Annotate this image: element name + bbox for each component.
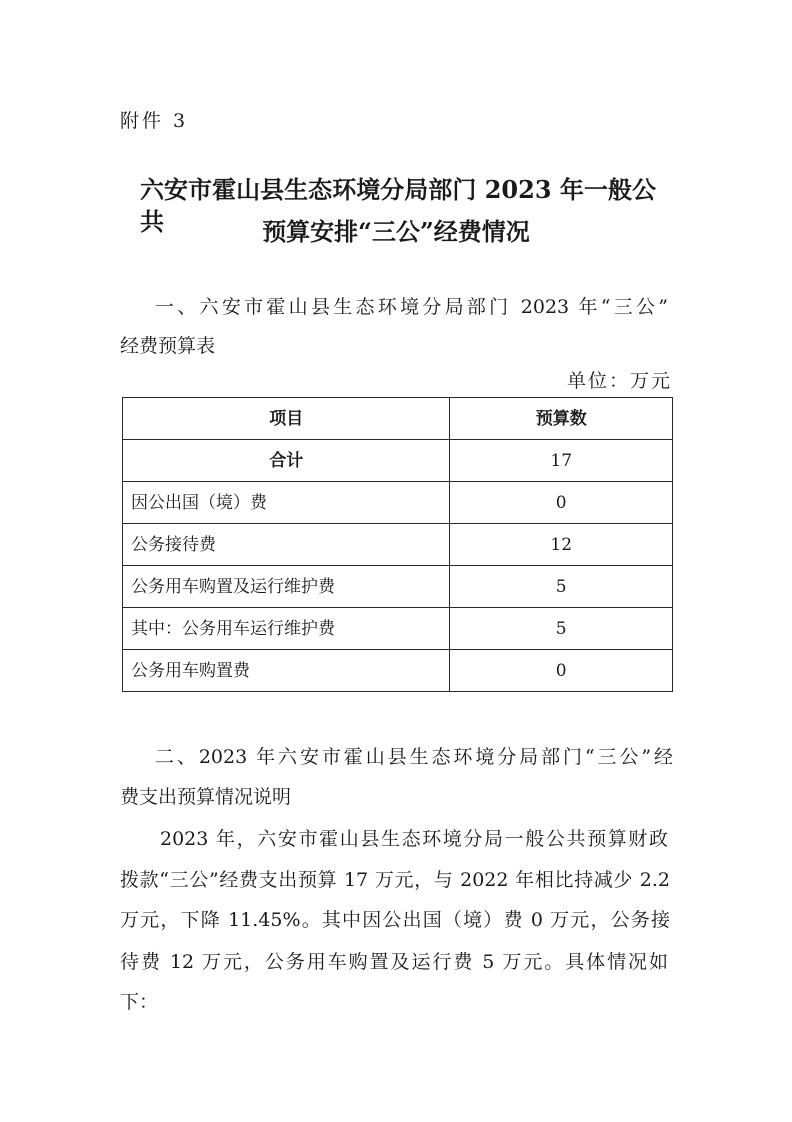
table-cell-value: 0 bbox=[450, 482, 673, 524]
unit-label: 单位：万元 bbox=[566, 370, 672, 392]
table-row bbox=[123, 566, 673, 608]
table-cell-item: 公务接待费 bbox=[123, 524, 450, 566]
budget-table bbox=[122, 397, 673, 692]
table-row bbox=[123, 608, 673, 650]
paragraph-line-1: 2023 年，六安市霍山县生态环境分局一般公共预算财政 bbox=[160, 828, 668, 850]
paragraph-line-3: 万元，下降 11.45%。其中因公出国（境）费 0 万元，公务接 bbox=[120, 909, 670, 931]
table-row-total bbox=[123, 440, 673, 482]
attachment-label: 附件 3 bbox=[120, 110, 189, 132]
table-header-item: 项目 bbox=[123, 398, 450, 440]
table-row bbox=[123, 524, 673, 566]
table-cell-item: 合计 bbox=[123, 440, 450, 482]
table-cell-value: 0 bbox=[450, 650, 673, 692]
table-cell-item: 公务用车购置及运行维护费 bbox=[123, 566, 450, 608]
section1-heading-line-2: 经费预算表 bbox=[120, 335, 216, 357]
paragraph-line-4: 待费 12 万元，公务用车购置及运行费 5 万元。具体情况如 bbox=[120, 951, 668, 973]
table-cell-value: 5 bbox=[450, 566, 673, 608]
section2-heading-line-2: 费支出预算情况说明 bbox=[120, 786, 292, 808]
table-cell-item: 因公出国（境）费 bbox=[123, 482, 450, 524]
table-cell-value: 12 bbox=[450, 524, 673, 566]
table-cell-value: 5 bbox=[450, 608, 673, 650]
table-cell-item: 其中：公务用车运行维护费 bbox=[123, 608, 450, 650]
paragraph-line-5: 下： bbox=[120, 991, 159, 1013]
table-row bbox=[123, 650, 673, 692]
table-cell-value: 17 bbox=[450, 440, 673, 482]
section1-heading-line-1: 一、六安市霍山县生态环境分局部门 2023 年“三公” bbox=[155, 296, 668, 318]
document-title-line-2: 预算安排“三公”经费情况 bbox=[262, 217, 530, 246]
paragraph-line-2: 拨款“三公”经费支出预算 17 万元，与 2022 年相比持减少 2.2 bbox=[120, 869, 670, 891]
table-header-value: 预算数 bbox=[450, 398, 673, 440]
table-header-row bbox=[123, 398, 673, 440]
table-cell-item: 公务用车购置费 bbox=[123, 650, 450, 692]
document-title-line-1: 六安市霍山县生态环境分局部门 2023 年一般公共 bbox=[140, 175, 656, 236]
section2-heading-line-1: 二、2023 年六安市霍山县生态环境分局部门“三公”经 bbox=[155, 746, 673, 768]
table-row bbox=[123, 482, 673, 524]
